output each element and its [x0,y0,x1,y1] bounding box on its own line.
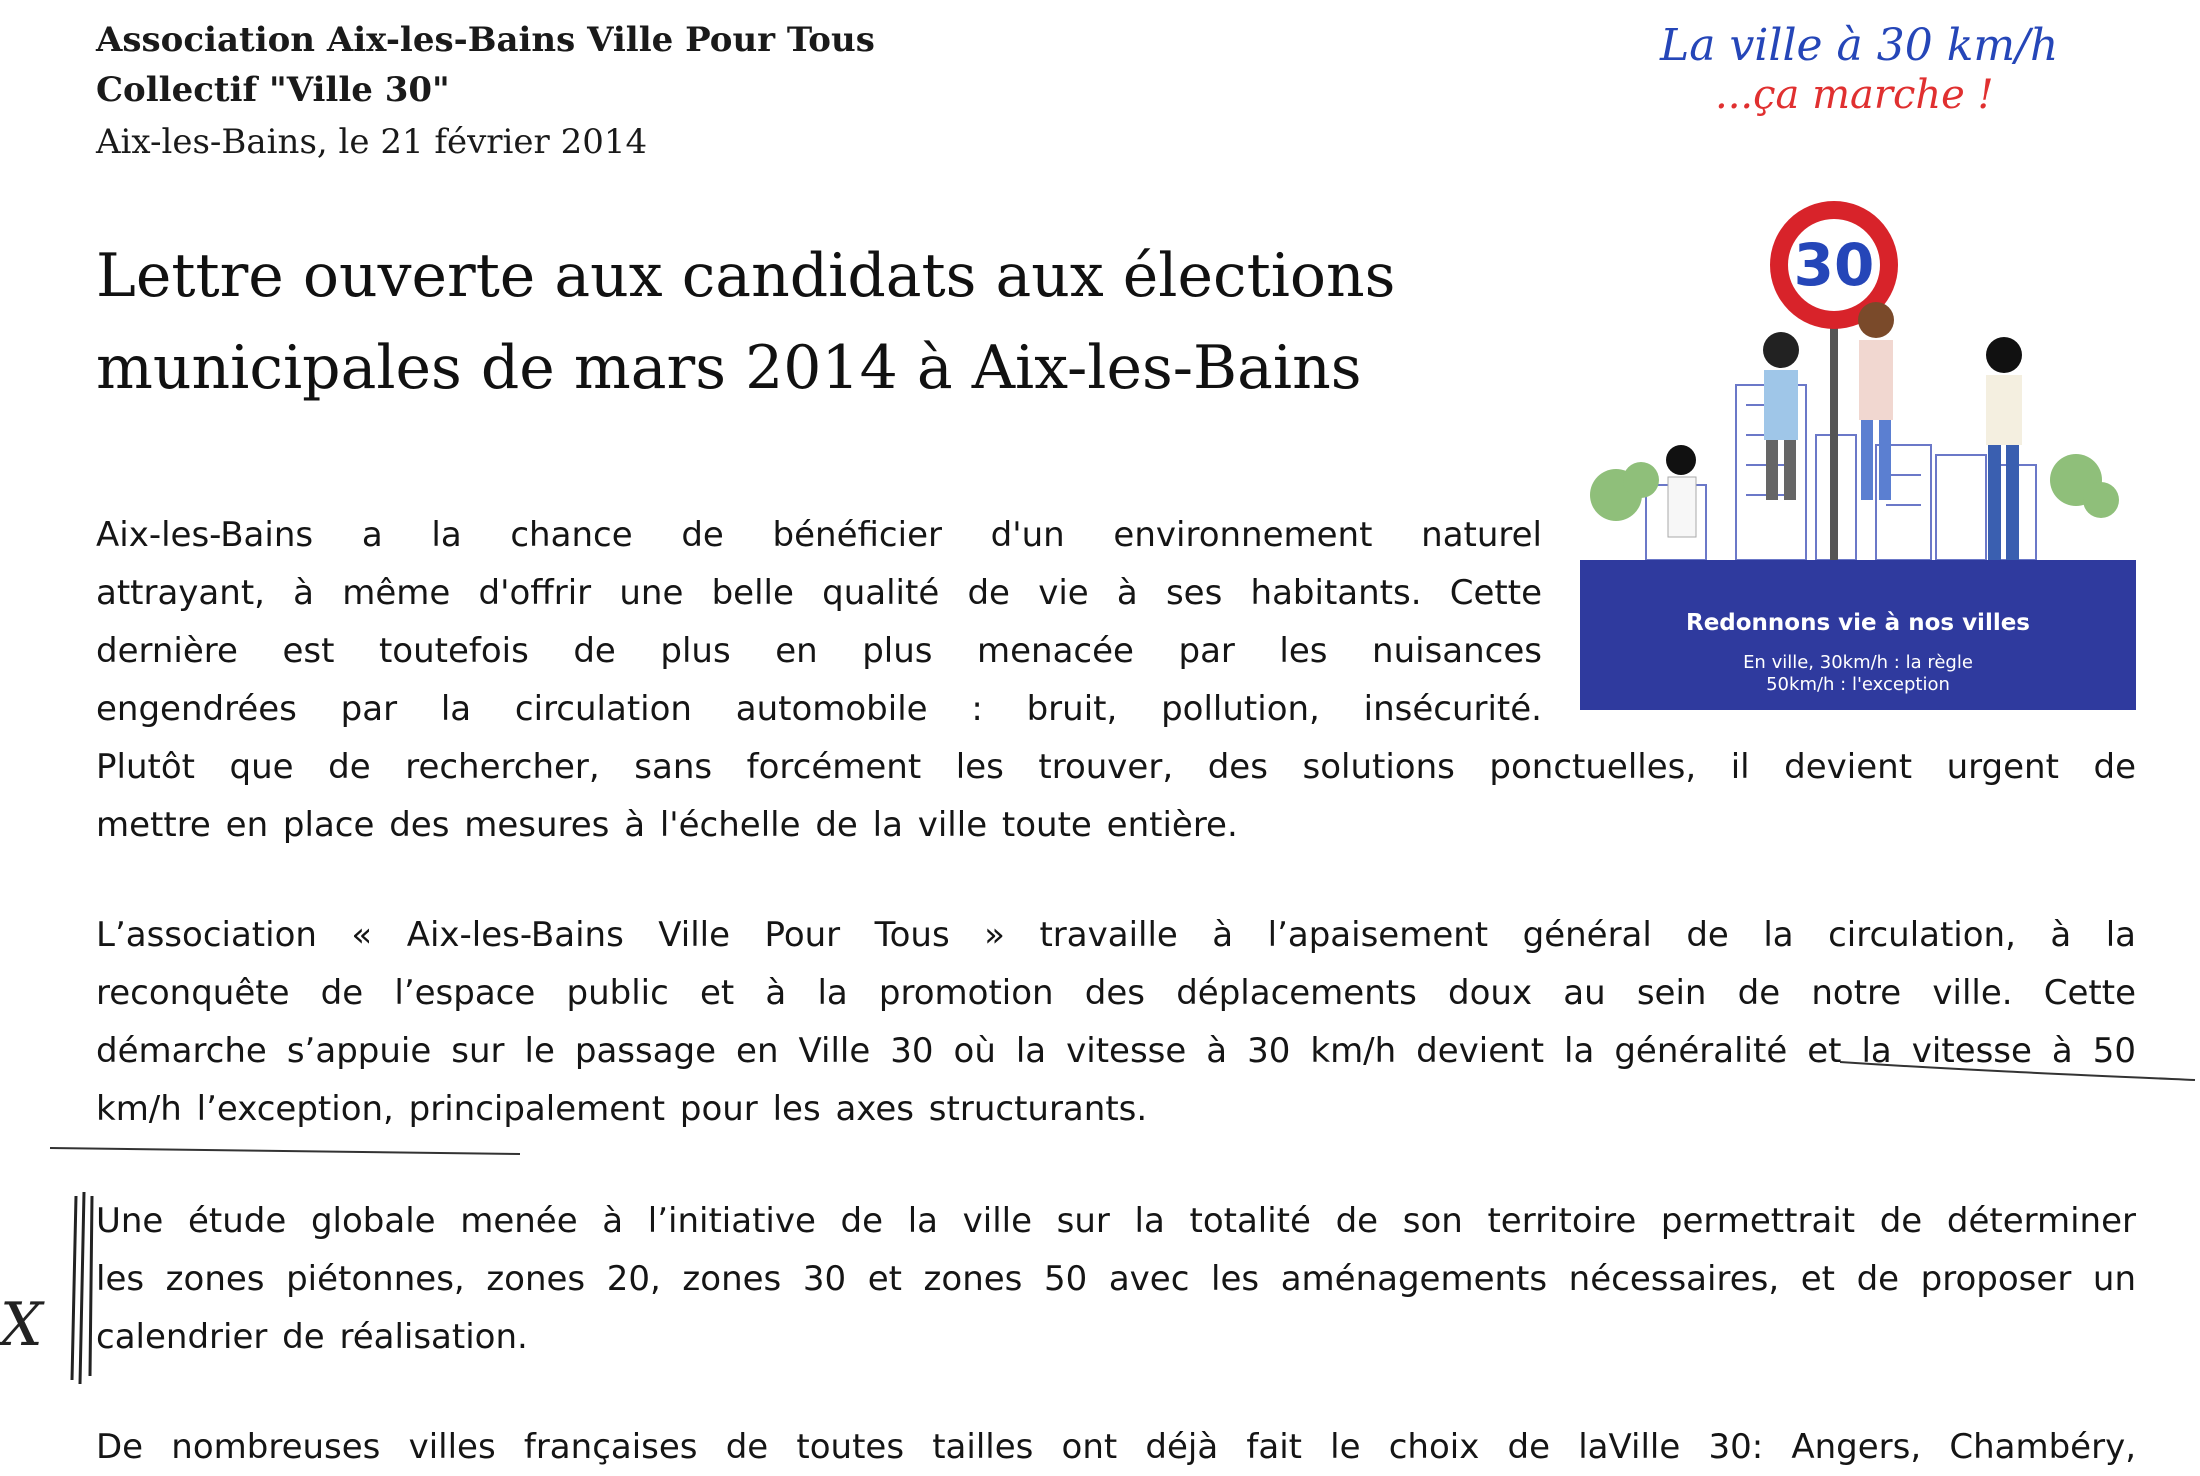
paragraph-1-line: Plutôt que de rechercher, sans forcément les trouver, des solutions ponctuelles, il devient urgent de [96,747,2136,787]
paragraph-1-line: mettre en place des mesures à l'échelle de la ville toute entière. [96,805,1238,845]
paragraph-1-line: attrayant, à même d'offrir une belle qualité de vie à ses habitants. Cette [96,573,1542,613]
skyline-illustration [1646,385,2036,560]
poster-headline: Redonnons vie à nos villes [1685,610,2030,636]
slogan-line-2: ...ça marche ! [1715,72,1994,118]
paragraph-4-line: De nombreuses villes françaises de toutes tailles ont déjà fait le choix de laVille 30: Angers, Chambéry, [96,1427,2136,1467]
paragraph-1-line: Aix-les-Bains a la chance de bénéficier d'un environnement naturel [96,515,1542,555]
paragraph-2-line: L’association « Aix-les-Bains Ville Pour Tous » travaille à l’apaisement général de la circulation, à la [96,915,2136,955]
title-line-1: Lettre ouverte aux candidats aux élections [96,241,1396,311]
collective-name: Collectif "Ville 30" [96,70,450,110]
sign-number: 30 [1793,231,1875,299]
poster-rule-line-2: 50km/h : l'exception [1766,674,1950,695]
paragraph-2-line: démarche s’appuie sur le passage en Ville 30 où la vitesse à 30 km/h devient la généralité et la vitesse à 50 [96,1031,2136,1071]
margin-x-mark: X [0,1290,43,1360]
paragraph-1-line: engendrées par la circulation automobile : bruit, pollution, insécurité. [96,689,1542,729]
place-date: Aix-les-Bains, le 21 février 2014 [96,122,648,162]
poster-band [1580,560,2136,710]
margin-bar-mark [72,1192,92,1384]
paragraph-1-line: dernière est toutefois de plus en plus menacée par les nuisances [96,631,1542,671]
children-illustration [1666,302,2022,560]
paragraph-3-line: calendrier de réalisation. [96,1317,528,1357]
paragraph-3-line: Une étude globale menée à l’initiative de la ville sur la totalité de son territoire permettrait de déterminer [96,1201,2136,1241]
paragraph-2-line: reconquête de l’espace public et à la promotion des déplacements doux au sein de notre ville. Cette [96,973,2136,1013]
paragraph-3-line: les zones piétonnes, zones 20, zones 30 et zones 50 avec les aménagements nécessaires, et de proposer un [96,1259,2136,1299]
title-line-2: municipales de mars 2014 à Aix-les-Bains [96,333,1362,403]
paragraph-2-line: km/h l’exception, principalement pour les axes structurants. [96,1089,1148,1129]
underline-mark [50,1148,520,1154]
poster-rule-line-1: En ville, 30km/h : la règle [1743,652,1973,673]
association-name: Association Aix-les-Bains Ville Pour Tous [96,20,875,60]
letter-title [96,230,1526,414]
slogan-line-1: La ville à 30 km/h [1660,20,2059,71]
